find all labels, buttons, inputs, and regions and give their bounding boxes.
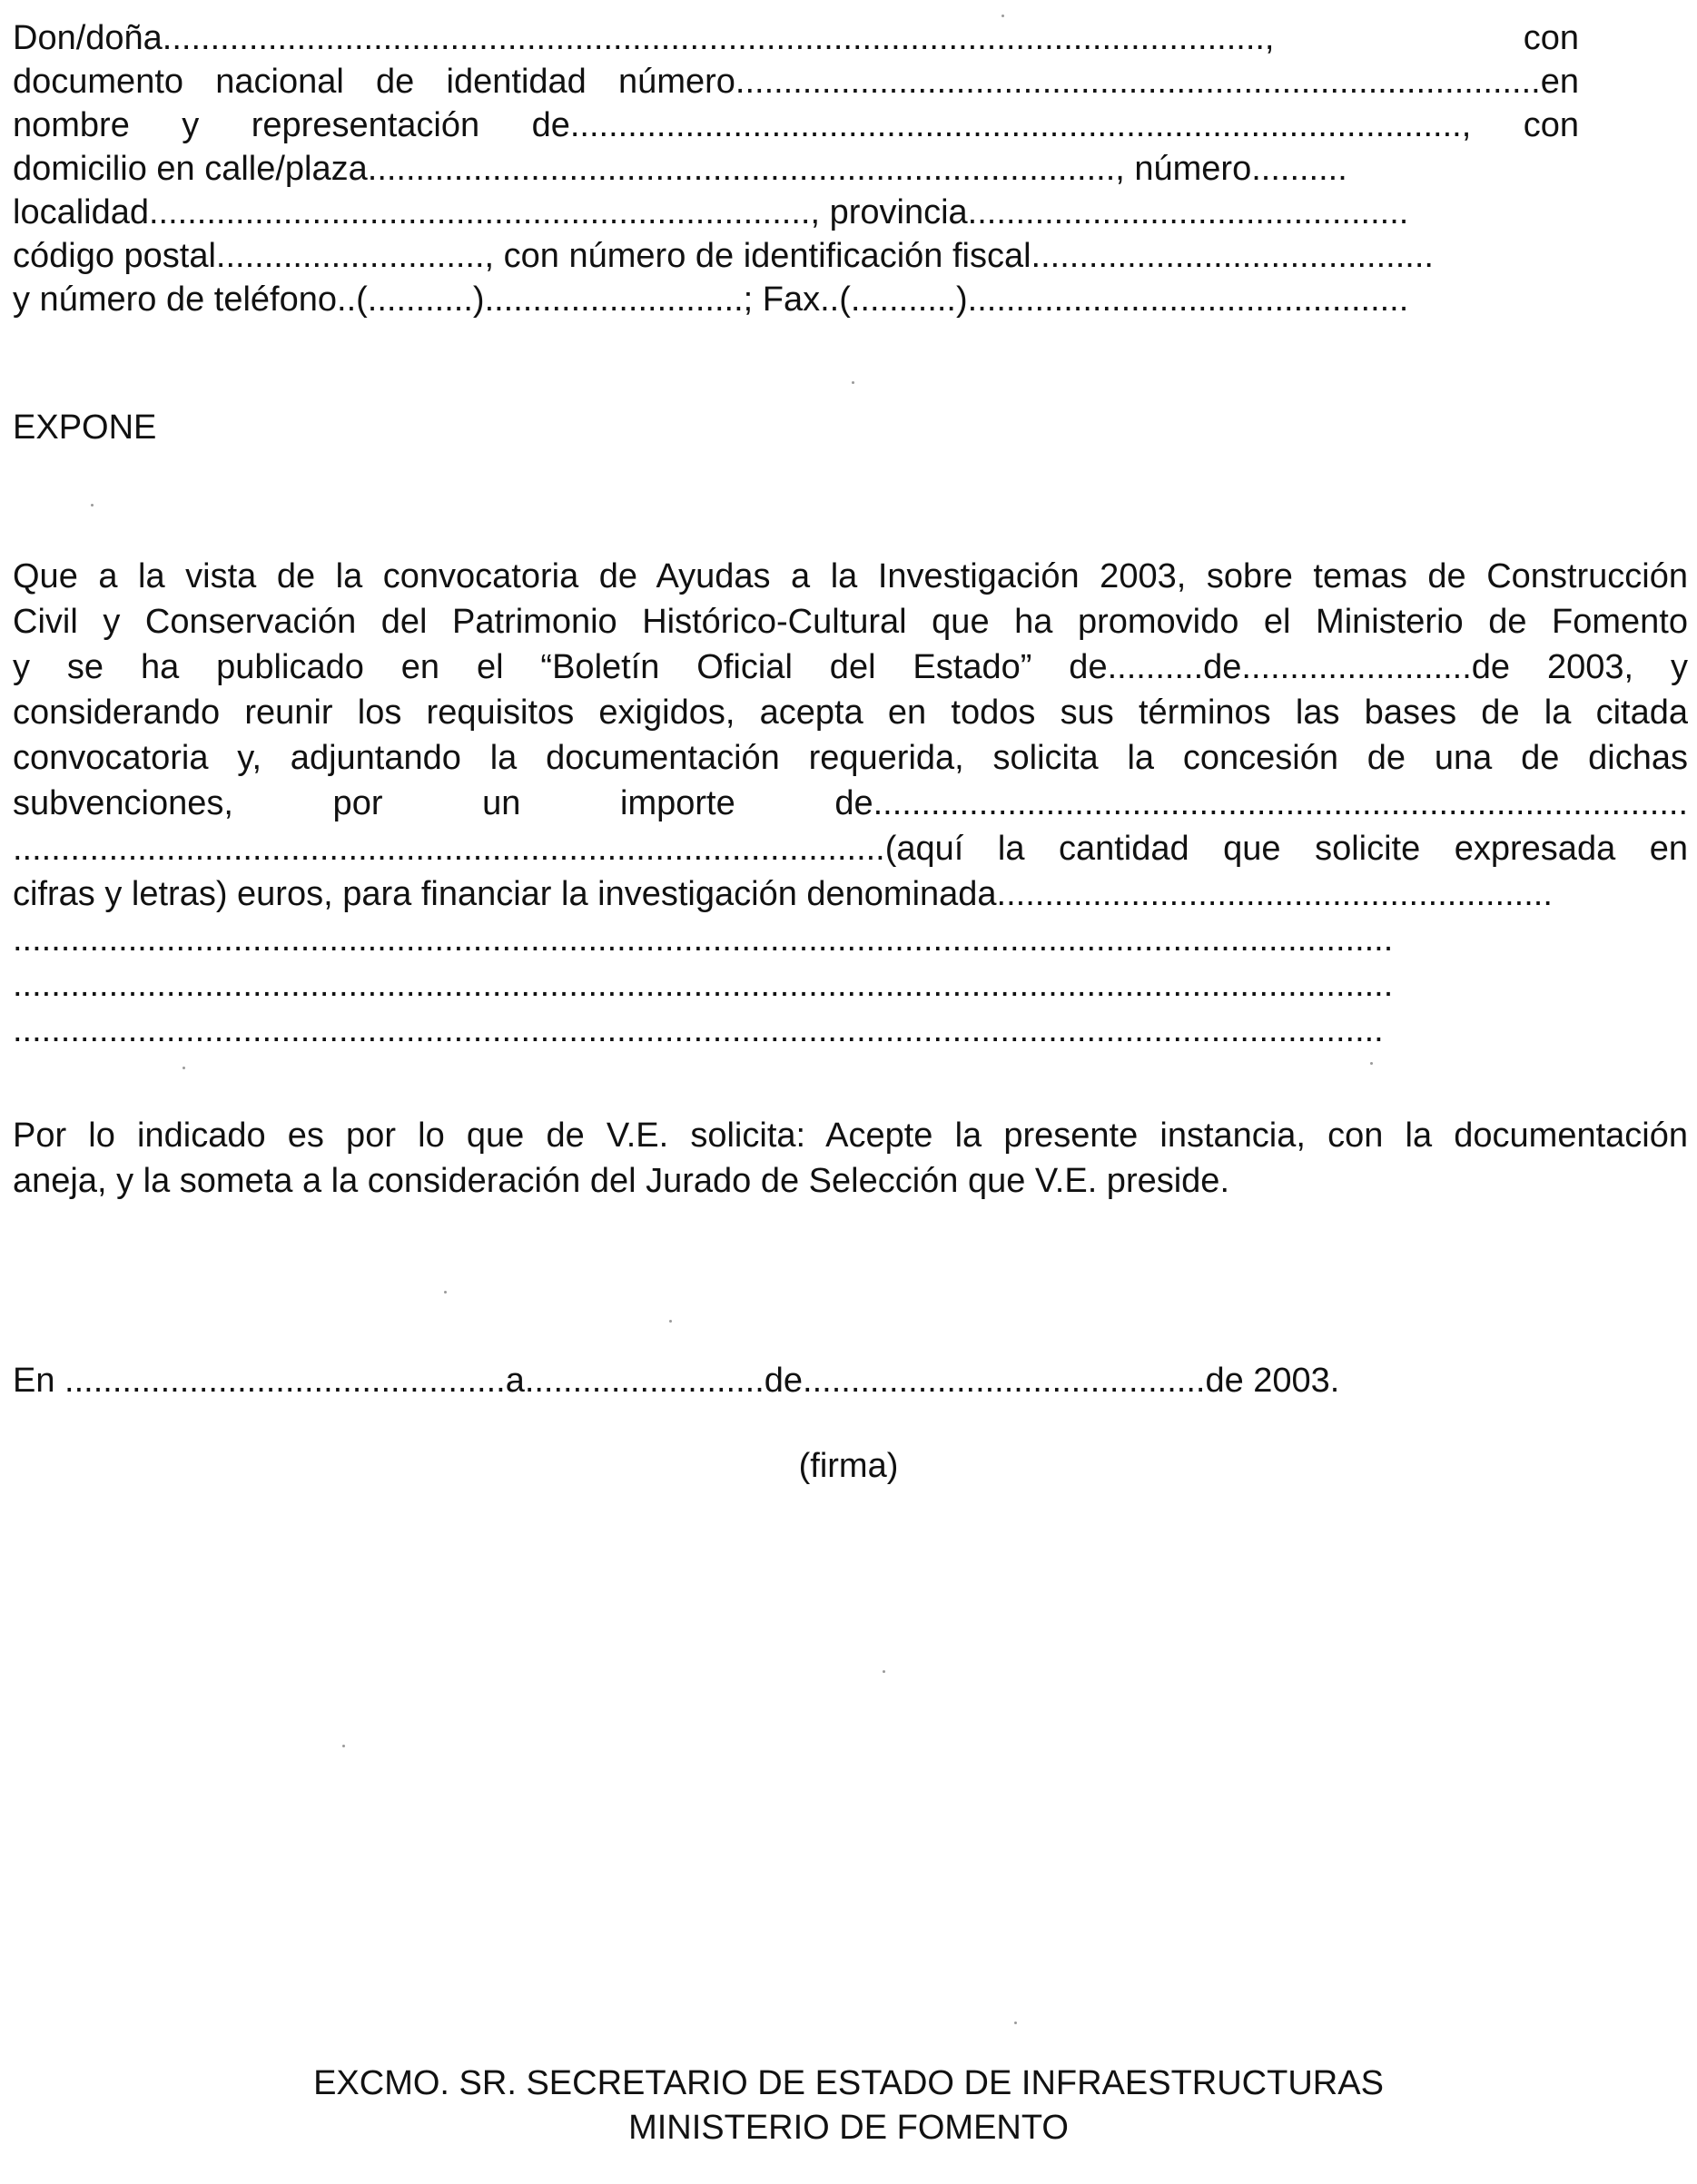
scan-speck — [1370, 1062, 1373, 1065]
header-line-name: Don/doña..................................................................................................................., con — [13, 19, 1579, 57]
addressee-title: EXCMO. SR. SECRETARIO DE ESTADO DE INFRAESTRUCTURAS — [313, 2064, 1384, 2102]
scan-speck — [669, 1320, 672, 1323]
body-line: subvenciones, por un importe de..................................................................................... — [13, 784, 1688, 822]
scan-speck — [91, 504, 94, 507]
request-line: aneja, y la someta a la consideración del Jurado de Selección que V.E. preside. — [13, 1162, 1230, 1200]
signature-label: (firma) — [798, 1447, 899, 1485]
header-line-phone-fax: y número de teléfono..(...........)...........................; Fax..(...........).............................................. — [13, 280, 1409, 319]
scan-speck — [883, 1670, 885, 1673]
body-line: convocatoria y, adjuntando la documentación requerida, solicita la concesión de una de dichas — [13, 739, 1688, 777]
scan-speck — [444, 1291, 447, 1294]
body-line: y se ha publicado en el “Boletín Oficial del Estado” de..........de........................de 2003, y — [13, 648, 1688, 686]
body-line: Civil y Conservación del Patrimonio Histórico-Cultural que ha promovido el Ministerio de Fomento — [13, 603, 1688, 641]
body-line: Que a la vista de la convocatoria de Ayudas a la Investigación 2003, sobre temas de Construcción — [13, 557, 1688, 595]
dotted-fill-line: ................................................................................................................................................ — [13, 966, 1394, 1004]
scan-speck — [342, 1745, 345, 1747]
header-line-address: domicilio en calle/plaza.............................................................................., número.......... — [13, 150, 1347, 188]
addressee-ministry: MINISTERIO DE FOMENTO — [628, 2109, 1069, 2147]
header-line-locality: localidad....................................................................., provincia.............................................. — [13, 193, 1409, 231]
header-line-postal-code: código postal............................, con número de identificación fiscal.......................................... — [13, 237, 1434, 275]
body-line: considerando reunir los requisitos exigidos, acepta en todos sus términos las bases de la citada — [13, 694, 1688, 732]
header-line-id-number: documento nacional de identidad número....................................................................................en — [13, 63, 1579, 101]
scan-speck — [183, 1067, 185, 1069]
header-line-representation: nombre y representación de............................................................................................., con — [13, 106, 1579, 144]
scan-speck — [1001, 15, 1004, 17]
dotted-fill-line: ................................................................................................................................................ — [13, 920, 1394, 959]
dotted-fill-line: ............................................................................................................................................... — [13, 1011, 1384, 1049]
place-date-line: En ..............................................a.........................de..........................................de 2003. — [13, 1362, 1340, 1400]
scan-speck — [1014, 2022, 1017, 2024]
scan-speck — [852, 381, 854, 384]
section-heading-expone: EXPONE — [13, 408, 157, 447]
request-line: Por lo indicado es por lo que de V.E. solicita: Acepte la presente instancia, con la documentación — [13, 1117, 1688, 1155]
body-line: ...........................................................................................(aquí la cantidad que solicite expresada en — [13, 830, 1688, 868]
body-line: cifras y letras) euros, para financiar la investigación denominada.......................................................... — [13, 875, 1553, 913]
